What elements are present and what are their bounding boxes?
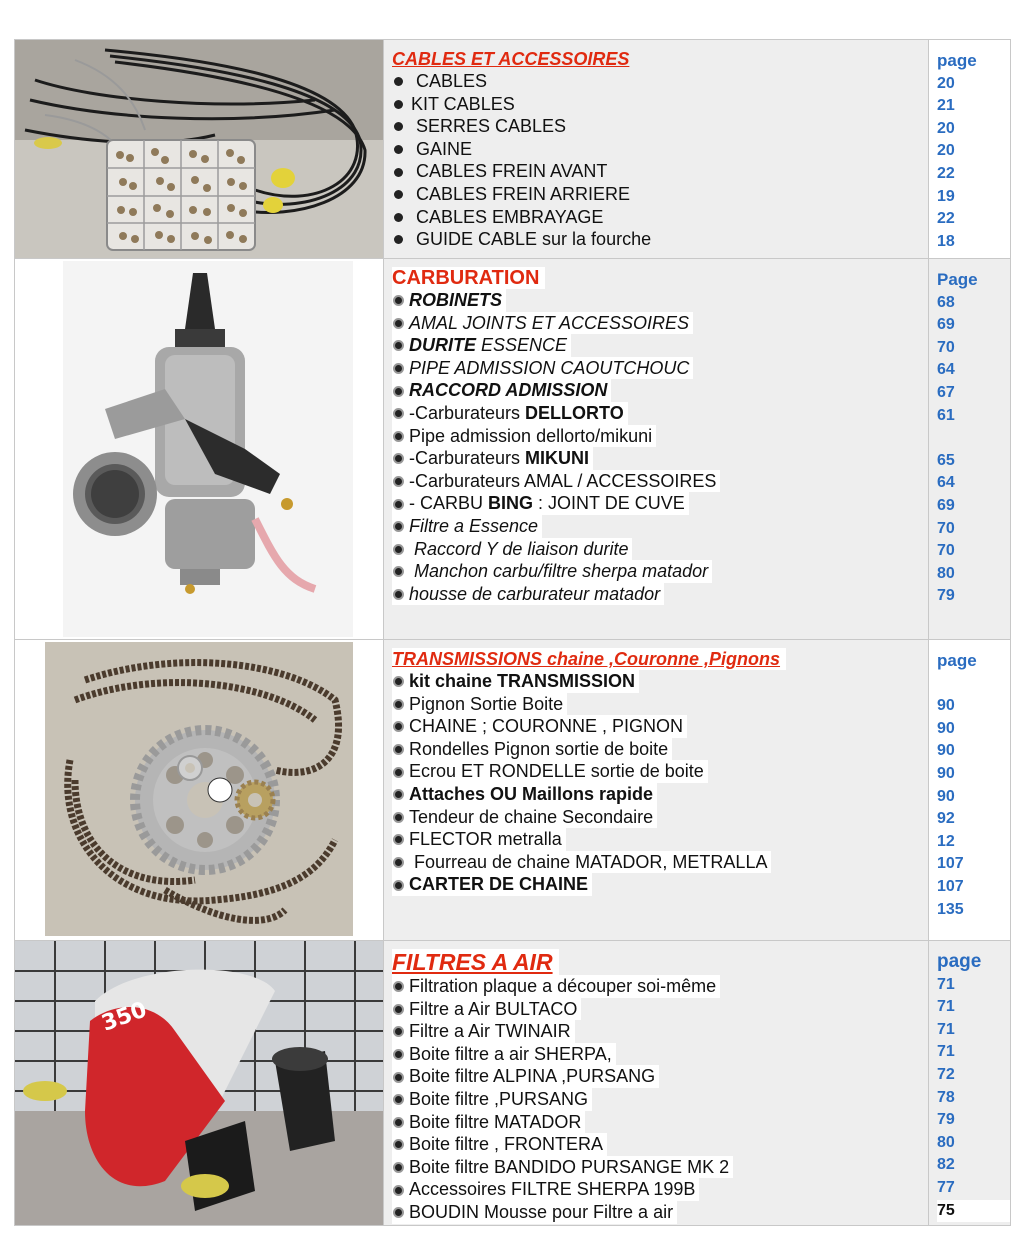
bullet-icon xyxy=(393,386,404,397)
page-number[interactable]: 90 xyxy=(937,764,955,782)
list-item[interactable]: Boite filtre MATADOR xyxy=(392,1111,928,1134)
page-number[interactable]: 80 xyxy=(937,564,955,582)
bullet-icon xyxy=(394,77,403,86)
section-carburation xyxy=(15,259,1011,640)
list-item[interactable]: FLECTOR metralla xyxy=(392,828,928,851)
transmissions-list xyxy=(384,640,929,940)
bullet-icon xyxy=(394,145,403,154)
page-number[interactable]: 20 xyxy=(937,142,955,160)
list-item[interactable]: Filtration plaque a découper soi-même xyxy=(392,975,928,998)
section-title: TRANSMISSIONS chaine ,Couronne ,Pignons xyxy=(392,648,786,670)
list-item[interactable]: Pipe admission dellorto/mikuni xyxy=(392,425,928,448)
page-number[interactable]: 82 xyxy=(937,1156,955,1174)
page-number[interactable]: 90 xyxy=(937,719,955,737)
cables-list xyxy=(384,40,929,258)
page-number[interactable]: 90 xyxy=(937,742,955,760)
page-number[interactable]: 78 xyxy=(937,1088,955,1106)
bullet-icon xyxy=(393,544,404,555)
bullet-icon xyxy=(394,235,403,244)
page-number[interactable]: 21 xyxy=(937,97,955,115)
page-number[interactable]: 22 xyxy=(937,164,955,182)
list-item[interactable]: CABLES xyxy=(392,70,928,93)
bullet-icon xyxy=(393,521,404,532)
list-item[interactable]: kit chaine TRANSMISSION xyxy=(392,670,928,693)
list-item[interactable]: housse de carburateur matador xyxy=(392,583,928,606)
list-item[interactable]: Boite filtre a air SHERPA, xyxy=(392,1043,928,1066)
list-item[interactable]: Pignon Sortie Boite xyxy=(392,693,928,716)
page-number[interactable]: 65 xyxy=(937,451,955,469)
filtres-photo xyxy=(15,941,384,1225)
page-number[interactable]: 90 xyxy=(937,787,955,805)
list-item[interactable]: SERRES CABLES xyxy=(392,115,928,138)
transmissions-photo xyxy=(15,640,384,940)
carburation-pages xyxy=(929,259,1011,639)
bullet-icon xyxy=(393,1162,404,1173)
cables-pages xyxy=(929,40,1011,258)
page-number[interactable]: 69 xyxy=(937,316,955,334)
catalog-table xyxy=(14,39,1011,1226)
bullet-icon xyxy=(394,168,403,177)
list-item[interactable]: Boite filtre ALPINA ,PURSANG xyxy=(392,1065,928,1088)
bullet-icon xyxy=(393,857,404,868)
list-item[interactable]: Raccord Y de liaison durite xyxy=(392,538,928,561)
page-number[interactable]: 107 xyxy=(937,877,964,895)
page-number[interactable]: 71 xyxy=(937,1020,955,1038)
bullet-icon xyxy=(393,363,404,374)
section-title: CABLES ET ACCESSOIRES xyxy=(392,49,630,69)
list-item[interactable]: CABLES EMBRAYAGE xyxy=(392,206,928,229)
page-number[interactable]: 68 xyxy=(937,293,955,311)
section-filtres xyxy=(15,941,1011,1226)
page-number[interactable]: 135 xyxy=(937,900,964,918)
list-item[interactable]: Tendeur de chaine Secondaire xyxy=(392,806,928,829)
bullet-icon xyxy=(393,1139,404,1150)
page-number[interactable]: 79 xyxy=(937,587,955,605)
bullet-icon xyxy=(393,812,404,823)
bullet-icon xyxy=(393,880,404,891)
carburetor-image xyxy=(15,259,384,639)
bullet-icon xyxy=(393,744,404,755)
page-number[interactable]: 70 xyxy=(937,338,955,356)
bullet-icon xyxy=(393,1094,404,1105)
bullet-icon xyxy=(393,1072,404,1083)
list-item[interactable]: Ecrou ET RONDELLE sortie de boite xyxy=(392,760,928,783)
list-item[interactable]: CABLES FREIN ARRIERE xyxy=(392,183,928,206)
bullet-icon xyxy=(393,566,404,577)
cables-image xyxy=(15,40,384,258)
filtres-pages xyxy=(929,941,1011,1225)
carburation-photo xyxy=(15,259,384,639)
page-number[interactable]: 107 xyxy=(937,855,964,873)
bullet-icon xyxy=(393,408,404,419)
section-transmissions xyxy=(15,640,1011,941)
page-number[interactable]: 22 xyxy=(937,210,955,228)
page-number[interactable]: 67 xyxy=(937,383,955,401)
list-item[interactable]: Filtre a Air BULTACO xyxy=(392,998,928,1021)
bullet-icon xyxy=(394,100,403,109)
bullet-icon xyxy=(393,676,404,687)
cables-photo xyxy=(15,40,384,258)
page-number[interactable] xyxy=(937,427,1010,450)
list-item[interactable]: GUIDE CABLE sur la fourche xyxy=(392,228,928,251)
bullet-icon xyxy=(393,1004,404,1015)
page-number[interactable]: 70 xyxy=(937,542,955,560)
list-item[interactable]: CARTER DE CHAINE xyxy=(392,873,928,896)
page-number[interactable]: 71 xyxy=(937,1043,955,1061)
page-number[interactable]: 18 xyxy=(937,232,955,250)
bullet-icon xyxy=(393,1026,404,1037)
page-number[interactable]: 90 xyxy=(937,697,955,715)
page-number[interactable]: 64 xyxy=(937,361,955,379)
list-item[interactable]: Filtre a Essence xyxy=(392,515,928,538)
list-item[interactable]: -Carburateurs AMAL / ACCESSOIRES xyxy=(392,470,928,493)
list-item[interactable]: BOUDIN Mousse pour Filtre a air xyxy=(392,1201,928,1224)
bullet-icon xyxy=(393,589,404,600)
bullet-icon xyxy=(393,721,404,732)
section-title: CARBURATION xyxy=(392,267,545,289)
section-cables xyxy=(15,40,1011,259)
list-item[interactable]: AMAL JOINTS ET ACCESSOIRES xyxy=(392,312,928,335)
bullet-icon xyxy=(394,122,403,131)
list-item[interactable]: -Carburateurs DELLORTO xyxy=(392,402,928,425)
list-item[interactable]: Boite filtre , FRONTERA xyxy=(392,1133,928,1156)
bullet-icon xyxy=(394,190,403,199)
list-item[interactable]: Fourreau de chaine MATADOR, METRALLA xyxy=(392,851,928,874)
transmissions-pages xyxy=(929,640,1011,940)
bullet-icon xyxy=(393,699,404,710)
page-number[interactable]: 71 xyxy=(937,975,955,993)
bullet-icon xyxy=(393,1049,404,1060)
list-item[interactable]: Boite filtre ,PURSANG xyxy=(392,1088,928,1111)
page-number[interactable]: 12 xyxy=(937,832,955,850)
airbox-number: 350 xyxy=(98,997,151,1037)
page-number[interactable]: 71 xyxy=(937,998,955,1016)
list-item[interactable]: -Carburateurs MIKUNI xyxy=(392,447,928,470)
page-number[interactable]: 77 xyxy=(937,1178,955,1196)
list-item[interactable]: DURITE ESSENCE xyxy=(392,334,928,357)
page-number[interactable]: 69 xyxy=(937,496,955,514)
list-item[interactable]: PIPE ADMISSION CAOUTCHOUC xyxy=(392,357,928,380)
bullet-icon xyxy=(394,213,403,222)
carburation-list xyxy=(384,259,929,639)
list-item[interactable]: CABLES FREIN AVANT xyxy=(392,160,928,183)
list-item[interactable]: Manchon carbu/filtre sherpa matador xyxy=(392,560,928,583)
page-number[interactable]: 75 xyxy=(937,1200,1010,1223)
bullet-icon xyxy=(393,1185,404,1196)
page-number[interactable]: 20 xyxy=(937,74,955,92)
bullet-icon xyxy=(393,340,404,351)
list-item[interactable]: Rondelles Pignon sortie de boite xyxy=(392,738,928,761)
page-number[interactable] xyxy=(937,673,1010,696)
airbox-image xyxy=(15,941,384,1225)
bullet-icon xyxy=(393,1117,404,1128)
list-item[interactable]: CHAINE ; COURONNE , PIGNON xyxy=(392,715,928,738)
page-number[interactable]: 20 xyxy=(937,119,955,137)
bullet-icon xyxy=(393,476,404,487)
page-number[interactable]: 64 xyxy=(937,474,955,492)
bullet-icon xyxy=(393,295,404,306)
list-item[interactable]: RACCORD ADMISSION xyxy=(392,379,928,402)
section-title: FILTRES A AIR xyxy=(392,949,559,975)
list-item[interactable]: GAINE xyxy=(392,138,928,161)
bullet-icon xyxy=(393,1207,404,1218)
page-number[interactable]: 72 xyxy=(937,1065,955,1083)
list-item[interactable]: Boite filtre BANDIDO PURSANGE MK 2 xyxy=(392,1156,928,1179)
page-header: page xyxy=(937,651,977,670)
bullet-icon xyxy=(393,767,404,778)
page-header: page xyxy=(937,951,982,972)
list-item[interactable]: - CARBU BING : JOINT DE CUVE xyxy=(392,492,928,515)
bullet-icon xyxy=(393,431,404,442)
list-item[interactable]: Accessoires FILTRE SHERPA 199B xyxy=(392,1178,928,1201)
list-item[interactable]: KIT CABLES xyxy=(392,93,928,116)
page-number[interactable]: 80 xyxy=(937,1133,955,1151)
filtres-list xyxy=(384,941,929,1225)
bullet-icon xyxy=(393,499,404,510)
page-number[interactable]: 61 xyxy=(937,406,955,424)
page-number[interactable]: 92 xyxy=(937,810,955,828)
bullet-icon xyxy=(393,318,404,329)
bullet-icon xyxy=(393,789,404,800)
page-header: Page xyxy=(937,270,978,289)
page-number[interactable]: 19 xyxy=(937,187,955,205)
list-item[interactable]: Attaches OU Maillons rapide xyxy=(392,783,928,806)
bullet-icon xyxy=(393,453,404,464)
list-item[interactable]: Filtre a Air TWINAIR xyxy=(392,1020,928,1043)
bullet-icon xyxy=(393,834,404,845)
list-item[interactable]: ROBINETS xyxy=(392,289,928,312)
chain-kit-image xyxy=(15,640,384,940)
page-header: page xyxy=(937,51,977,70)
bullet-icon xyxy=(393,981,404,992)
page-number[interactable]: 70 xyxy=(937,519,955,537)
page-number[interactable]: 79 xyxy=(937,1111,955,1129)
